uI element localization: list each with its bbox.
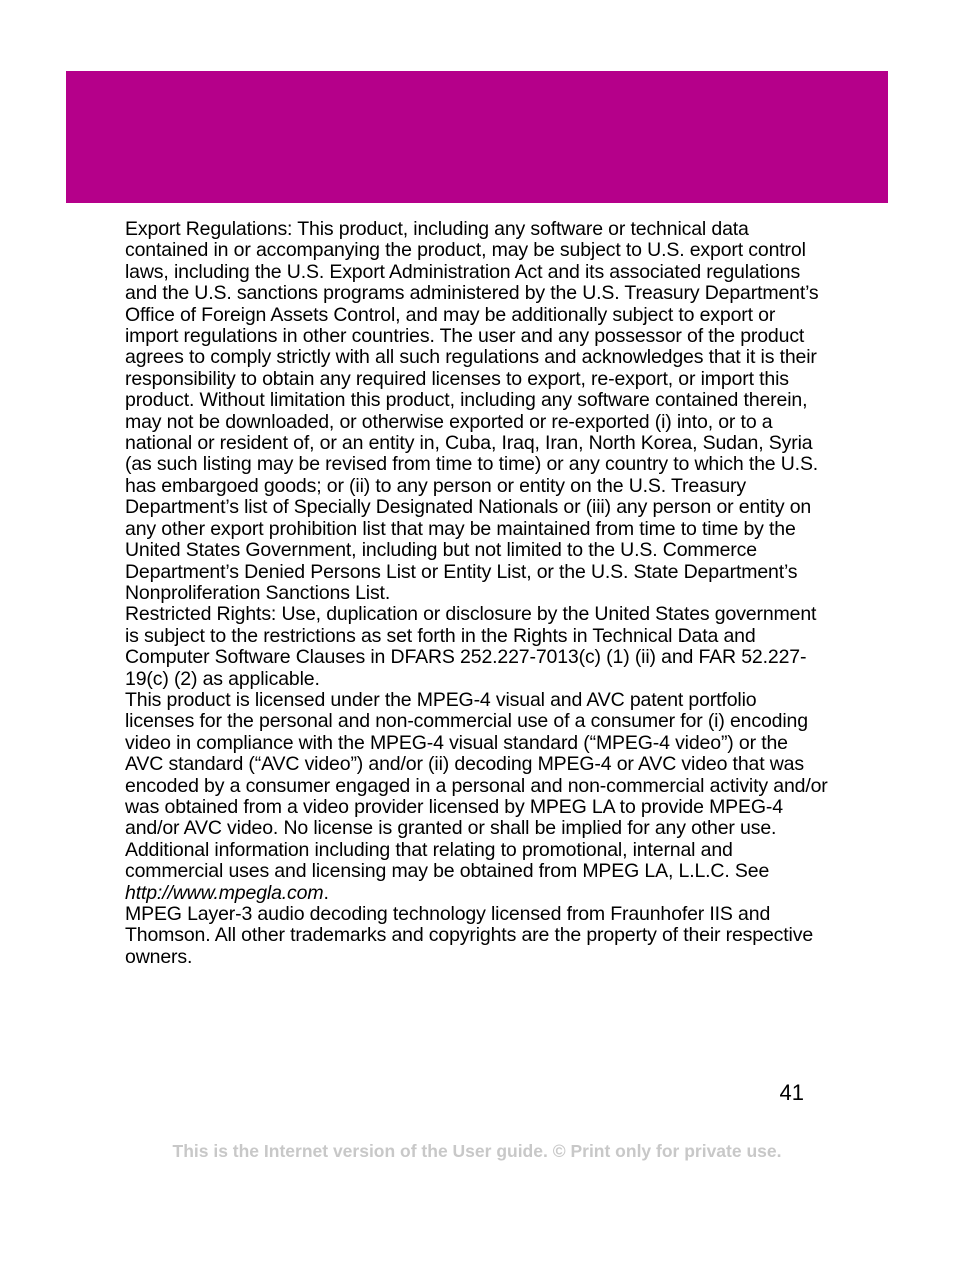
mpeg4-license-paragraph xyxy=(125,690,830,904)
mpeg4-license-text: This product is licensed under the MPEG-4 visual and AVC patent portfolio licenses for the personal and non-commercial use of a consumer for (i) encoding video in compliance with the MPEG-4 visual standard (“MPEG-4 video”) or the AVC standard (“AVC video”) and/or (ii) decoding MPEG-4 or AVC video that was encoded by a consumer engaged in a personal and non-commercial activity and/or was obtained from a video provider licensed by MPEG LA to provide MPEG-4 and/or AVC video. No license is granted or shall be implied for any other use. Additional information including that relating to promotional, internal and commercial uses and licensing may be obtained from MPEG LA, L.L.C. See xyxy=(125,688,828,883)
restricted-rights-paragraph: Restricted Rights: Use, duplication or disclosure by the United States government is subject to the restrictions as set forth in the Rights in Technical Data and Computer Software Clauses in DFARS 252.227-7013(c) (1) (ii) and FAR 52.227-19(c) (2) as applicable. xyxy=(125,603,817,690)
mp3-license-paragraph: MPEG Layer-3 audio decoding technology licensed from Fraunhofer IIS and Thomson. All other trademarks and copyrights are the property of their respective owners. xyxy=(125,903,814,968)
mpegla-link[interactable]: http://www.mpegla.com xyxy=(125,881,324,904)
document-body xyxy=(125,219,830,968)
export-regulations-paragraph: Export Regulations: This product, including any software or technical data contained in or accompanying the product, may be subject to U.S. export control laws, including the U.S. Export Administration Act and its associated regulations and the U.S. sanctions programs administered by the U.S. Treasury Department’s Office of Foreign Assets Control, and may be additionally subject to export or import regulations in other countries. The user and any possessor of the product agrees to comply strictly with all such regulations and acknowledges that it is their responsibility to obtain any required licenses to export, re-export, or import this product. Without limitation this product, including any software contained therein, may not be downloaded, or otherwise exported or re-exported (i) into, or to a national or resident of, or an entity in, Cuba, Iraq, Iran, North Korea, Sudan, Syria (as such listing may be revised from time to time) or any country to which the U.S. has embargoed goods; or (ii) to any person or entity on the U.S. Treasury Department’s list of Specially Designated Nationals or (iii) any person or entity on any other export prohibition list that may be maintained from time to time by the United States Government, including but not limited to the U.S. Commerce Department’s Denied Persons List or Entity List, or the U.S. State Department’s Nonproliferation Sanctions List. xyxy=(125,218,819,604)
page-number: 41 xyxy=(779,1080,804,1105)
footer-note: This is the Internet version of the User guide. © Print only for private use. xyxy=(172,1141,782,1161)
mpeg4-license-end: . xyxy=(323,881,329,904)
header-band xyxy=(66,71,888,203)
